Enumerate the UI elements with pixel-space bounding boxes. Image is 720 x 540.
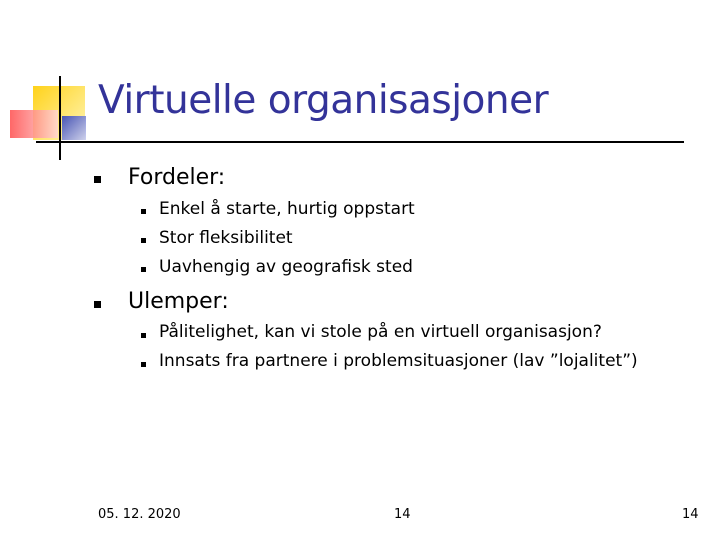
bullet-square — [141, 362, 146, 367]
bullet-square — [141, 209, 146, 214]
red-bar — [10, 110, 58, 138]
list-item: Pålitelighet, kan vi stole på en virtuell organisasjon? — [159, 322, 602, 342]
title-underline — [36, 141, 684, 143]
bullet-square — [141, 238, 146, 243]
list-item: Uavhengig av geografisk sted — [159, 257, 413, 277]
slide-title: Virtuelle organisasjoner — [98, 78, 549, 123]
bullet-square — [94, 176, 101, 183]
list-item: Innsats fra partnere i problemsituasjoner (lav ”lojalitet”) — [159, 351, 638, 371]
bullet-square — [94, 301, 101, 308]
section-heading-ulemper: Ulemper: — [128, 289, 229, 314]
section-heading-fordeler: Fordeler: — [128, 165, 226, 190]
list-item: Stor fleksibilitet — [159, 228, 293, 248]
footer-date: 05. 12. 2020 — [98, 507, 181, 522]
blue-square — [62, 116, 86, 140]
bullet-square — [141, 267, 146, 272]
bullet-square — [141, 333, 146, 338]
footer-center-number: 14 — [394, 507, 411, 522]
list-item: Enkel å starte, hurtig oppstart — [159, 199, 415, 219]
page-number: 14 — [682, 507, 699, 522]
